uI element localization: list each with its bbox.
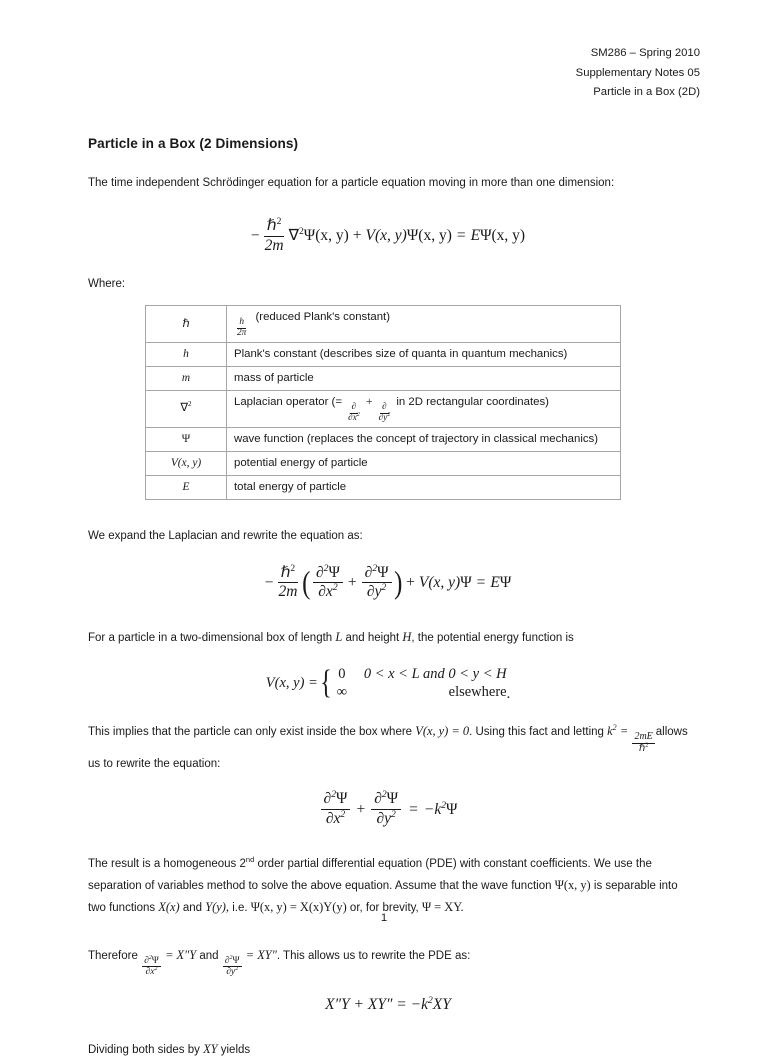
laplacian-text-post: in 2D rectangular coordinates) (396, 395, 549, 408)
eq1-hbar: ℏ (266, 217, 277, 234)
symbol-hbar: ℏ (182, 317, 190, 330)
table-symbol-cell (146, 342, 227, 366)
intro-paragraph: The time independent Schrödinger equation for a particle equation moving in more than one dimension: (88, 177, 615, 189)
therefore-text-b: . This allows us to rewrite the PDE as: (276, 949, 471, 962)
header-course-line: SM286 – Spring 2010 (590, 47, 700, 59)
table-symbol-cell (146, 451, 227, 475)
implies-text-a: This implies that the particle can only exist inside the box where (88, 726, 413, 739)
table-row (146, 390, 621, 427)
symbol-nabla-squared: ∇$^2$ (180, 400, 192, 415)
result-X-function: X(x) (158, 899, 180, 914)
therefore-dy-fraction: $\frac{\partial^2\Psi}{\partial y^2}$ (224, 954, 240, 977)
therefore-text-a: Therefore (88, 949, 138, 962)
result-psi-xy: Ψ(x, y) (554, 877, 591, 892)
table-desc-cell: Laplacian operator (= $\frac{\partial}{\partial x^2}$ + $\frac{\partial}{\partial y^2}$ in 2D rectangular coordinates) (227, 390, 621, 427)
header-notes-line: Supplementary Notes 05 (575, 66, 700, 79)
hbar-definition-text: (reduced Plank's constant) (255, 311, 391, 324)
box-intro-b: and height (345, 631, 400, 644)
dividing-paragraph (88, 1039, 688, 1061)
result-text-c: is separable into two functions (88, 879, 678, 914)
eq2-plus2: + (406, 573, 415, 591)
equation-helmholtz (88, 791, 688, 827)
result-text-a: The result is a homogeneous 2 (88, 857, 246, 870)
eq5-expression: $X''Y + XY'' = -k^2XY$ (325, 994, 451, 1014)
result-separation-eq: Ψ(x, y) = X(x)Y(y) (250, 899, 347, 914)
result-text-ie: i.e. (232, 901, 248, 914)
table-row (146, 306, 621, 343)
table-desc-cell: Plank's constant (describes size of quanta in quantum mechanics) (227, 342, 621, 366)
eq1-psi2: Ψ(x, y) (406, 227, 452, 245)
eq3-value-inf: ∞ (336, 684, 347, 701)
therefore-dx-fraction: $\frac{\partial^2\Psi}{\partial x^2}$ (144, 954, 159, 977)
eq2-hbar: ℏ (280, 563, 291, 581)
eq2-d2psi-dx2: $\frac{\partial^2\Psi}{\partial x^2}$ (313, 565, 343, 601)
result-text-line2: use the separation of variables method to solve the above equation. Assume that the wave function (88, 857, 652, 892)
eq2-energy: E (490, 573, 500, 591)
therefore-text-and: and (199, 949, 219, 962)
equation-expanded (88, 562, 688, 601)
implies-text-b: . Using this fact and letting (469, 726, 604, 739)
dividing-XY: XY (203, 1041, 218, 1056)
therefore-eq2: = XY″ (245, 947, 277, 962)
symbol-energy: E (182, 480, 190, 493)
laplacian-text-pre: Laplacian operator (= (234, 395, 342, 408)
table-symbol-cell (146, 475, 227, 499)
laplacian-dx-den: $\partial x^2$ (348, 411, 360, 423)
hbar-definition-fraction: $\frac{h}{2\pi}$ (237, 317, 247, 339)
eq3-period: . (506, 685, 511, 702)
dividing-text-a: Dividing both sides by (88, 1043, 200, 1056)
eq4-d2psi-dx2: $\frac{\partial^2\Psi}{\partial x^2}$ (321, 791, 351, 827)
equation-potential-piecewise (88, 665, 688, 701)
header-subject-line: Particle in a Box (2D) (593, 86, 700, 98)
eq1-energy: E (470, 227, 481, 245)
eq2-close-paren: ) (393, 564, 402, 600)
laplacian-dy-den: $\partial y^2$ (378, 411, 391, 423)
definitions-table (145, 305, 621, 499)
eq3-lhs: V(x, y) = (265, 674, 318, 691)
result-text-and: and (182, 901, 203, 914)
eq2-prefactor: $\frac{\hbar^2}{2m}$ (275, 565, 300, 601)
result-paragraph (88, 854, 688, 919)
result-text-brevity: or, for brevity, (349, 901, 419, 914)
eq1-psi3: Ψ(x, y) (480, 227, 526, 245)
box-height-symbol: H (402, 629, 412, 644)
where-label: Where: (88, 278, 126, 291)
result-Y-function: Y(y), (205, 899, 229, 914)
table-desc-cell: wave function (replaces the concept of trajectory in classical mechanics) (227, 427, 621, 451)
eq2-psi: Ψ (460, 573, 472, 591)
page-title: Particle in a Box (2 Dimensions) (88, 136, 299, 151)
table-symbol-cell (146, 306, 227, 343)
eq3-brace: { (320, 663, 332, 701)
eq2-open-paren: ( (302, 564, 311, 600)
eq3-case-inf (334, 683, 507, 701)
laplacian-dy-fraction: $\frac{\partial}{\partial y^2}$ (378, 401, 391, 423)
eq2-minus: − (264, 573, 274, 591)
table-row (146, 451, 621, 475)
symbol-psi: Ψ (181, 432, 191, 445)
dividing-text-b: yields (220, 1043, 251, 1056)
eq1-potential: V(x, y) (365, 227, 407, 245)
table-row (146, 342, 621, 366)
eq1-denominator: 2m (264, 236, 284, 254)
implies-text-c: allows us to rewrite the equation: (88, 726, 688, 771)
laplacian-dx-fraction: $\frac{\partial}{\partial x^2}$ (348, 401, 360, 423)
document-header (576, 44, 700, 103)
eq2-plus: + (347, 573, 357, 591)
box-length-symbol: L (335, 629, 343, 644)
table-row (146, 427, 621, 451)
eq2-d2psi-dy2: $\frac{\partial^2\Psi}{\partial y^2}$ (362, 565, 392, 601)
implies-potential-zero: V(x, y) = 0 (415, 724, 470, 739)
eq4-d2psi-dy2: $\frac{\partial^2\Psi}{\partial y^2}$ (371, 791, 401, 827)
result-ordinal-sup: nd (245, 855, 255, 865)
therefore-eq1: = X″Y (165, 947, 197, 962)
equation-separated (88, 994, 688, 1014)
table-desc-cell: mass of particle (227, 366, 621, 390)
symbol-m: m (181, 371, 191, 384)
eq1-minus: − (250, 227, 260, 245)
symbol-potential: V(x, y) (170, 456, 202, 469)
table-symbol-cell (146, 390, 227, 427)
eq2-equals: = (476, 573, 486, 591)
eq4-rhs: $-k^2\Psi$ (423, 799, 458, 818)
table-row (146, 475, 621, 499)
eq4-plus: + (356, 800, 366, 818)
eq3-cond-inf: elsewhere (448, 684, 507, 701)
k-squared-definition: $k^2$ = $\frac{2mE}{\hbar^2}$ (607, 723, 653, 754)
table-row (146, 366, 621, 390)
page-number: 1 (380, 912, 388, 924)
box-intro-paragraph (88, 627, 688, 649)
implies-paragraph (88, 721, 688, 775)
table-desc-cell: potential energy of particle (227, 451, 621, 475)
eq1-hbar-exp: 2 (276, 215, 282, 227)
result-psi-xy-short: Ψ = XY. (421, 899, 464, 914)
eq1-psi: Ψ(x, y) (303, 227, 349, 245)
eq1-plus: + (352, 227, 362, 245)
table-symbol-cell (146, 366, 227, 390)
box-intro-a: For a particle in a two-dimensional box of length (88, 631, 333, 644)
box-intro-c: , the potential energy function is (411, 631, 574, 644)
symbol-h: h (183, 347, 189, 360)
eq3-cond-zero: 0 < x < L and 0 < y < H (363, 665, 507, 682)
therefore-paragraph (88, 945, 688, 977)
eq3-case-zero (334, 665, 507, 683)
table-desc-cell: total energy of particle (227, 475, 621, 499)
eq2-potential: V(x, y) (418, 573, 461, 591)
result-text-b: order partial differential equation (PDE) with constant coefficients. We (254, 857, 611, 870)
eq3-value-zero: 0 (338, 665, 346, 682)
eq1-equals: = (456, 227, 466, 245)
equation-schrodinger (88, 215, 688, 254)
expand-paragraph: We expand the Laplacian and rewrite the equation as: (88, 529, 363, 542)
table-symbol-cell (146, 427, 227, 451)
table-desc-cell (227, 306, 621, 343)
eq1-nabla: ∇$^2$ (288, 226, 304, 245)
eq3-cases (334, 665, 507, 701)
eq2-den: 2m (278, 583, 298, 601)
eq1-fraction (262, 215, 287, 254)
eq4-equals: = (409, 800, 418, 818)
eq2-psi2: Ψ (499, 573, 512, 591)
